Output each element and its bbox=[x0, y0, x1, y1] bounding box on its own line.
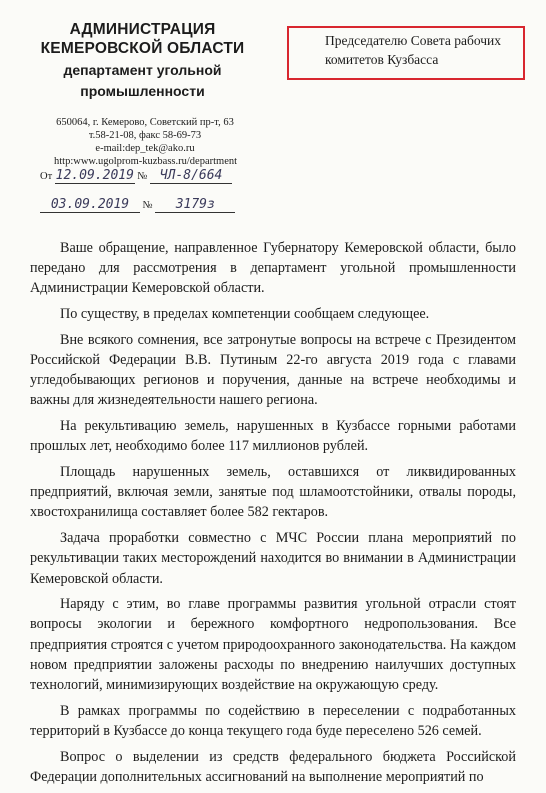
addressee-box bbox=[287, 26, 525, 80]
addressee-line2: комитетов Кузбасса bbox=[325, 52, 439, 67]
from-label: От bbox=[40, 171, 53, 182]
paragraph: На рекультивацию земель, нарушенных в Кузбассе горными работами прошлых лет, необходимо более 117 миллионов рублей. bbox=[30, 418, 516, 455]
reference-number: 3179з bbox=[155, 197, 235, 213]
org-title-line2: КЕМЕРОВСКОЙ ОБЛАСТИ bbox=[40, 40, 245, 57]
org-title-line1: АДМИНИСТРАЦИЯ bbox=[69, 21, 216, 38]
contact-block bbox=[40, 116, 250, 168]
paragraph: Вне всякого сомнения, все затронутые вопросы на встрече с Президентом Российской Федерации В.В. Путиным 22-го августа 2019 года с главами угледобывающих регионов и поручения, данные на встрече необходимы и важны для жизнедеятельности нашего региона. bbox=[30, 331, 516, 409]
phone-fax: т.58-21-08, факс 58-69-73 bbox=[88, 130, 202, 141]
reference-date: 03.09.2019 bbox=[40, 197, 140, 213]
email: e-mail:dep_tek@ako.ru bbox=[95, 143, 195, 154]
paragraph: Вопрос о выделении из средств федерального бюджета Российской Федерации дополнительных ассигнований на выполнение мероприятий по bbox=[30, 748, 516, 785]
letterhead bbox=[30, 20, 255, 100]
outgoing-date: 12.09.2019 bbox=[55, 168, 134, 183]
addressee-line1: Председателю Совета рабочих bbox=[325, 33, 502, 48]
paragraph: Задача проработки совместно с МЧС России плана мероприятий по рекультивации таких месторождений находится во внимании в Администрации Кемеровской области. bbox=[30, 530, 516, 587]
postal-address: 650064, г. Кемерово, Советский пр-т, 63 bbox=[56, 117, 234, 128]
paragraph: Ваше обращение, направленное Губернатору Кемеровской области, было передано для рассмотрения в департамент угольной промышленности Администрации Кемеровской области. bbox=[30, 240, 516, 297]
registration-line-reference bbox=[40, 197, 235, 213]
registration-line-outgoing bbox=[40, 168, 232, 184]
reference-number-label: № bbox=[142, 200, 153, 211]
letter-body bbox=[30, 238, 516, 793]
paragraph: Площадь нарушенных земель, оставшихся от ликвидированных предприятий, включая земли, занятые под шламоотстойники, отвалы породы, хвостохранилища составляет более 582 гектаров. bbox=[30, 464, 516, 521]
dept-title-line2: промышленности bbox=[80, 83, 205, 99]
paragraph: В рамках программы по содействию в переселении с подработанных территорий в Кузбассе до конца текущего года буде переселено 526 семей. bbox=[30, 702, 516, 739]
paragraph: Наряду с этим, во главе программы развития угольной отрасли стоят вопросы экологии и бережного комфортного недропользования. Все предприятия строятся с учетом природоохранного законодательства. На каждом новом предприятии заложены расходы по внедрению наилучших доступных технологий, минимизирующих воздействие на окружающую среду. bbox=[30, 596, 516, 694]
paragraph: По существу, в пределах компетенции сообщаем следующее. bbox=[60, 306, 430, 323]
number-label: № bbox=[137, 171, 148, 182]
website-url: http:www.ugolprom-kuzbass.ru/department bbox=[54, 156, 238, 167]
dept-title-line1: департамент угольной bbox=[63, 62, 222, 78]
outgoing-number: ЧЛ-8/664 bbox=[150, 168, 232, 184]
